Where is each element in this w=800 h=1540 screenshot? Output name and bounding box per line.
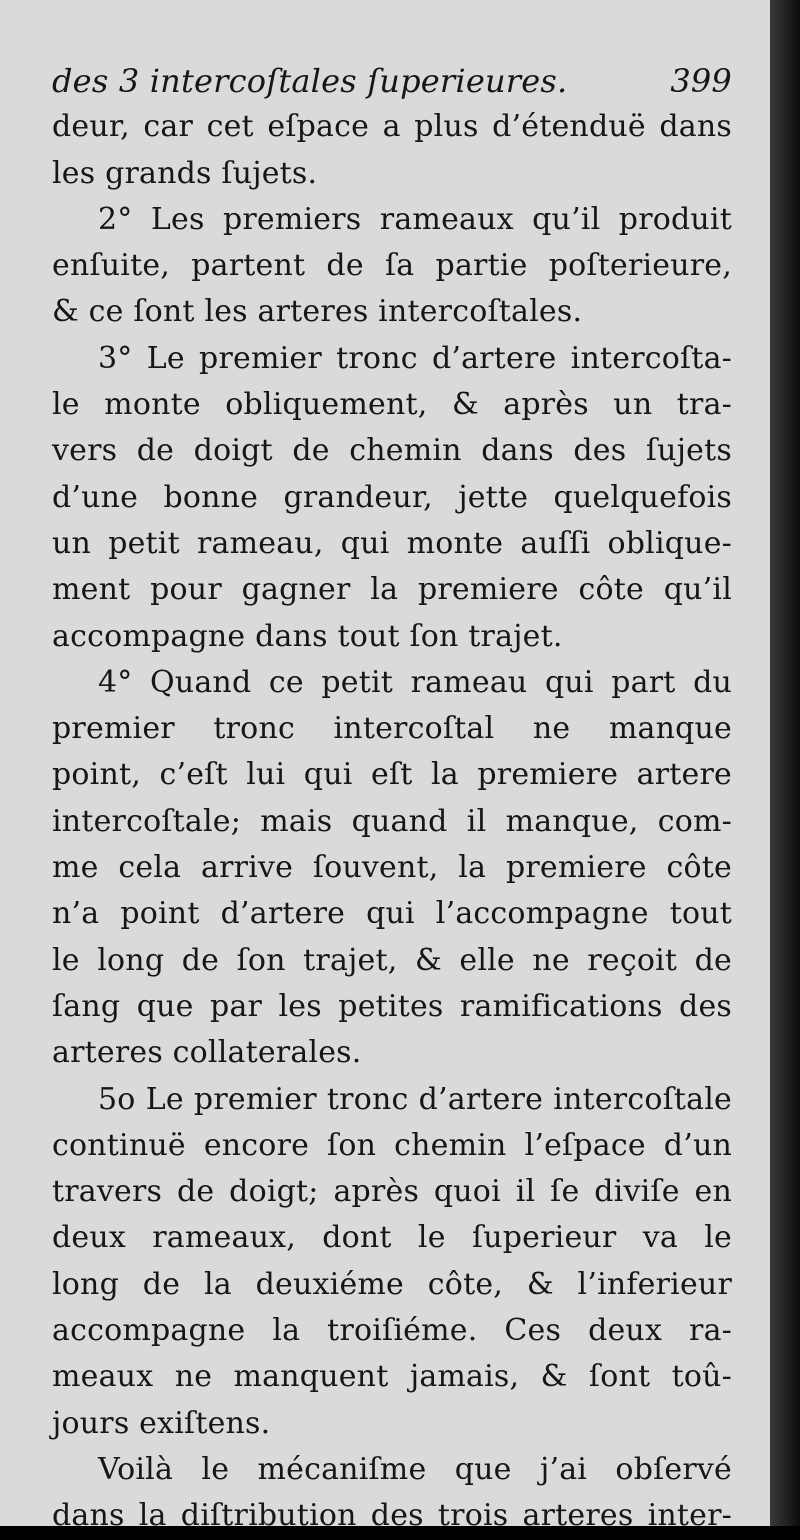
text-line: vers de doigt de chemin dans des ſujets	[52, 433, 732, 469]
text-line: 4° Quand ce petit rameau qui part du	[98, 664, 732, 700]
text-line: 3° Le premier tronc d’artere intercoſta-	[98, 340, 732, 376]
page-number: 399	[670, 62, 732, 100]
running-title: des 3 intercoſtales ſuperieures.	[52, 62, 568, 100]
page-text	[52, 58, 732, 1540]
text-line: point, c’eſt lui qui eſt la premiere artere	[52, 757, 732, 793]
text-line: long de la deuxiéme côte, & l’inferieur	[52, 1266, 732, 1302]
text-line: arteres collaterales.	[52, 1035, 362, 1071]
text-line: & ce ſont les arteres intercoſtales.	[52, 294, 583, 330]
text-line: enſuite, partent de ſa partie poſterieure,	[52, 248, 732, 284]
text-line: me cela arrive ſouvent, la premiere côte	[52, 850, 732, 886]
text-line: deux rameaux, dont le ſuperieur va le	[52, 1220, 732, 1256]
text-line: ſang que par les petites ramifications des	[52, 988, 732, 1024]
text-line: un petit rameau, qui monte auſſi oblique-	[52, 525, 732, 561]
text-line: Voilà le mécaniſme que j’ai obſervé	[98, 1451, 732, 1487]
text-line: ment pour gagner la premiere côte qu’il	[52, 572, 732, 608]
text-line: les grands ſujets.	[52, 155, 318, 191]
text-line: meaux ne manquent jamais, & ſont toû-	[52, 1359, 732, 1395]
text-line: deur, car cet eſpace a plus d’étenduë dans	[52, 109, 732, 145]
text-line: premier tronc intercoſtal ne manque	[52, 711, 732, 747]
text-line: d’une bonne grandeur, jette quelquefois	[52, 479, 732, 515]
text-line: accompagne dans tout ſon trajet.	[52, 618, 563, 654]
text-line: n’a point d’artere qui l’accompagne tout	[52, 896, 732, 932]
text-line: le monte obliquement, & après un tra-	[52, 387, 732, 423]
text-line: accompagne la troiſiéme. Ces deux ra-	[52, 1313, 732, 1349]
text-line: travers de doigt; après quoi il ſe diviſe en	[52, 1174, 732, 1210]
text-line: continuë encore ſon chemin l’eſpace d’un	[52, 1127, 732, 1163]
text-line: le long de ſon trajet, & elle ne reçoit de	[52, 942, 732, 978]
text-line: jours exiſtens.	[52, 1405, 271, 1441]
text-line: 5o Le premier tronc d’artere intercoſtale	[98, 1081, 732, 1117]
running-header	[52, 58, 732, 104]
text-line: dans la diſtribution des trois arteres inter-	[52, 1498, 732, 1534]
text-line: intercoſtale; mais quand il manque, com-	[52, 803, 732, 839]
text-line: 2° Les premiers rameaux qu’il produit	[98, 201, 732, 237]
body-text	[52, 104, 732, 1539]
page-edge-shadow	[770, 0, 800, 1526]
